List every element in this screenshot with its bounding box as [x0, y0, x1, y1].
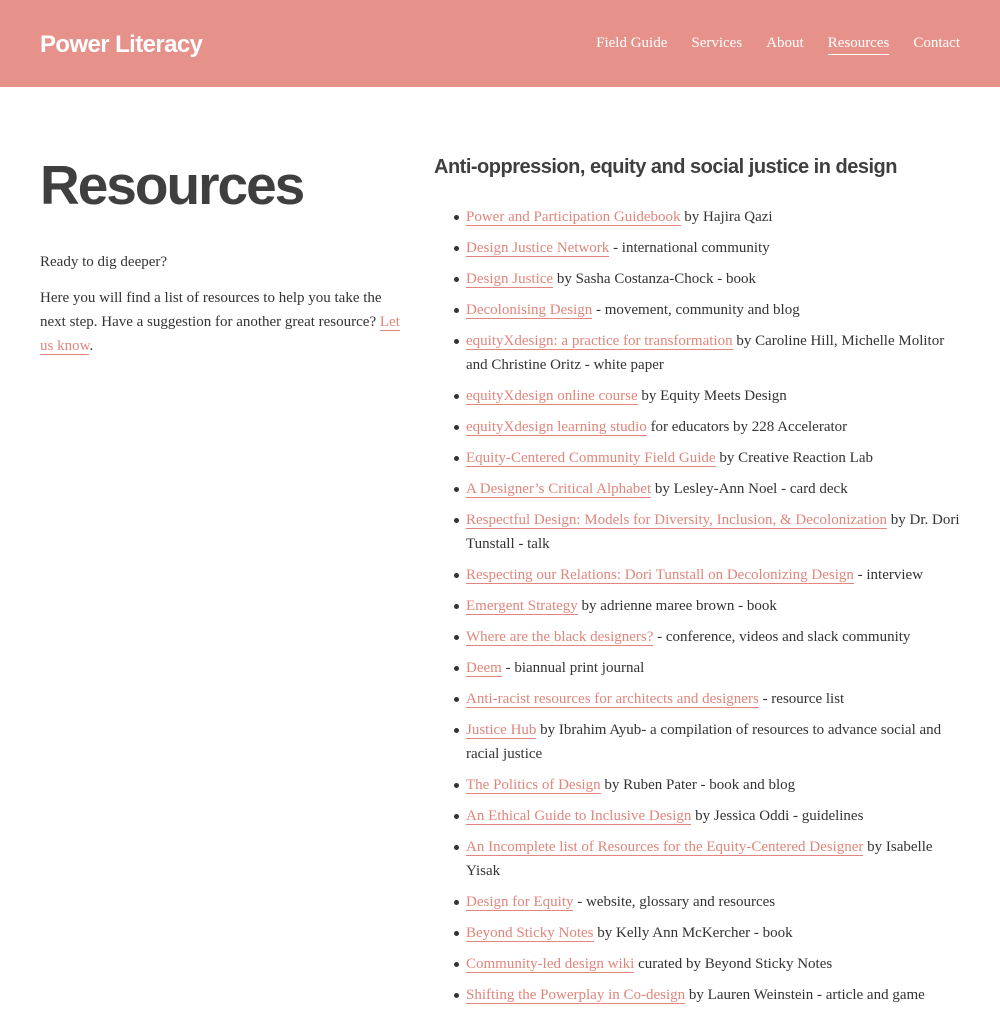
resource-item — [434, 236, 960, 260]
resource-description: by Ibrahim Ayub- a compilation of resources to advance social and racial justice — [466, 722, 942, 762]
intro-body: Here you will find a list of resources to help you take the next step. Have a suggestion for another great resource? — [40, 290, 382, 330]
resource-link[interactable]: The Politics of Design — [466, 777, 601, 793]
brand-logo-link[interactable]: Power Literacy — [40, 31, 203, 58]
nav-field-guide[interactable]: Field Guide — [596, 35, 668, 51]
let-us-know-link[interactable]: Let us know — [40, 314, 400, 354]
resource-link[interactable]: Design for Equity — [466, 894, 574, 910]
page-title: Resources — [40, 154, 304, 216]
resource-item — [434, 508, 960, 556]
resource-description: by adrienne maree brown - book — [581, 598, 777, 614]
resource-description: by Sasha Costanza-Chock - book — [556, 271, 756, 287]
resource-description: - biannual print journal — [505, 660, 645, 676]
nav-resources[interactable]: Resources — [828, 33, 890, 55]
resource-link[interactable]: Respecting our Relations: Dori Tunstall on Decolonizing Design — [466, 567, 854, 583]
resources-column — [434, 155, 960, 1003]
resource-description: - interview — [857, 567, 924, 583]
resource-item — [434, 446, 960, 470]
resource-item — [434, 415, 960, 439]
resource-description: by Caroline Hill, Michelle Molitor and Christine Oritz - white paper — [466, 333, 945, 373]
nav-contact[interactable]: Contact — [913, 35, 960, 51]
resource-link[interactable]: An Ethical Guide to Inclusive Design — [466, 808, 692, 824]
resource-list — [434, 205, 960, 1014]
resource-item — [434, 205, 960, 229]
main-nav — [596, 33, 960, 55]
resource-item — [434, 983, 960, 1007]
resource-description: by Jessica Oddi - guidelines — [695, 808, 864, 824]
resource-link[interactable]: Decolonising Design — [466, 302, 593, 318]
resource-link[interactable]: Community-led design wiki — [466, 956, 635, 972]
resource-description: - website, glossary and resources — [577, 894, 776, 910]
resource-item — [434, 890, 960, 914]
resource-item — [434, 804, 960, 828]
resource-link[interactable]: Equity-Centered Community Field Guide — [466, 450, 716, 466]
resource-description: by Dr. Dori Tunstall - talk — [466, 512, 960, 552]
resource-link[interactable]: Design Justice — [466, 271, 554, 287]
resource-item — [434, 594, 960, 618]
resource-link[interactable]: An Incomplete list of Resources for the Equity-Centered Designer — [466, 839, 864, 855]
resource-item — [434, 687, 960, 711]
resource-description: by Lesley-Ann Noel - card deck — [654, 481, 848, 497]
resource-link[interactable]: Shifting the Powerplay in Co-design — [466, 987, 686, 1003]
resource-description: by Hajira Qazi — [684, 209, 773, 225]
resource-link[interactable]: equityXdesign learning studio — [466, 419, 647, 435]
resource-item — [434, 656, 960, 680]
resource-link[interactable]: Respectful Design: Models for Diversity, Inclusion, & Decolonization — [466, 512, 888, 528]
resource-description: by Kelly Ann McKercher - book — [597, 925, 793, 941]
resource-link[interactable]: equityXdesign online course — [466, 388, 638, 404]
resource-item — [434, 267, 960, 291]
resource-description: - resource list — [762, 691, 845, 707]
resource-link[interactable]: Design Justice Network — [466, 240, 610, 256]
site-header — [0, 0, 1000, 87]
resource-item — [434, 835, 960, 883]
resource-link[interactable]: equityXdesign: a practice for transformation — [466, 333, 733, 349]
resource-description: - international community — [613, 240, 770, 256]
resource-item — [434, 773, 960, 797]
resource-description: by Creative Reaction Lab — [719, 450, 874, 466]
section-title: Anti-oppression, equity and social justice in design — [434, 156, 897, 178]
resource-item — [434, 952, 960, 976]
resource-link[interactable]: Anti-racist resources for architects and designers — [466, 691, 759, 707]
intro-lead: Ready to dig deeper? — [40, 254, 168, 270]
nav-about[interactable]: About — [766, 35, 804, 51]
resource-description: by Isabelle Yisak — [466, 839, 933, 879]
nav-services[interactable]: Services — [691, 35, 743, 51]
resource-item — [434, 298, 960, 322]
resource-description: by Lauren Weinstein - article and game — [688, 987, 925, 1003]
resource-link[interactable]: A Designer’s Critical Alphabet — [466, 481, 652, 497]
resource-item — [434, 329, 960, 377]
resource-link[interactable]: Justice Hub — [466, 722, 537, 738]
resource-description: by Equity Meets Design — [641, 388, 787, 404]
resource-description: curated by Beyond Sticky Notes — [638, 956, 833, 972]
resource-description: - conference, videos and slack community — [657, 629, 911, 645]
intro-description — [40, 286, 410, 358]
resource-item — [434, 384, 960, 408]
intro-end: . — [89, 338, 94, 354]
resource-description: - movement, community and blog — [595, 302, 800, 318]
resource-description: for educators by 228 Accelerator — [650, 419, 848, 435]
resource-description: by Ruben Pater - book and blog — [604, 777, 796, 793]
resource-item — [434, 563, 960, 587]
resource-link[interactable]: Beyond Sticky Notes — [466, 925, 594, 941]
resource-item — [434, 718, 960, 766]
resource-link[interactable]: Power and Participation Guidebook — [466, 209, 681, 225]
resource-item — [434, 477, 960, 501]
intro-column — [40, 150, 410, 358]
resource-item — [434, 625, 960, 649]
resource-item — [434, 921, 960, 945]
resource-link[interactable]: Deem — [466, 660, 502, 676]
resource-link[interactable]: Where are the black designers? — [466, 629, 654, 645]
resource-link[interactable]: Emergent Strategy — [466, 598, 578, 614]
